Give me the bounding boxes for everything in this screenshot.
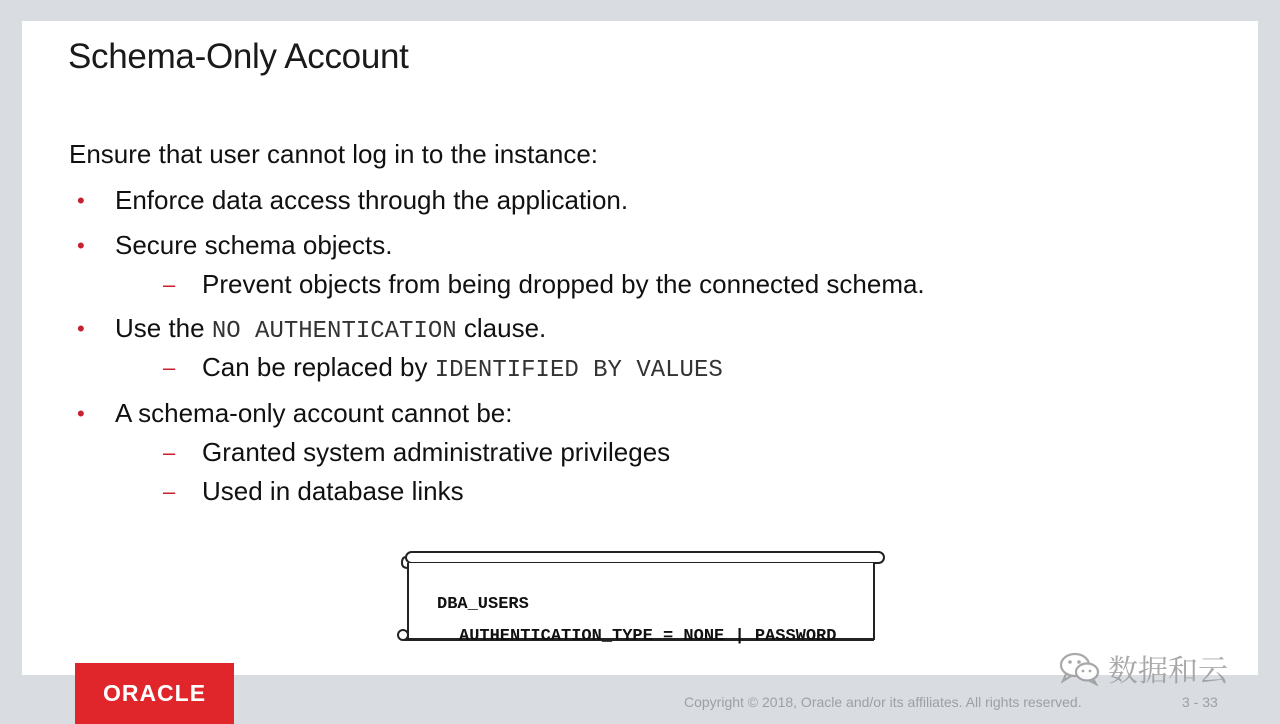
copyright-text: Copyright © 2018, Oracle and/or its affiliates. All rights reserved. — [684, 694, 1082, 710]
watermark — [1058, 646, 1228, 690]
bullet-item — [115, 313, 546, 345]
page-number: 3 - 33 — [1182, 694, 1218, 710]
sub-bullet-item: Prevent objects from being dropped by the connected schema. — [202, 269, 925, 299]
bullet-text: clause. — [456, 313, 547, 343]
bullet-marker: • — [77, 401, 85, 426]
code-line-column: AUTHENTICATION_TYPE = NONE | PASSWORD — [459, 627, 837, 646]
bullet-marker: • — [77, 233, 85, 258]
bullet-item: Secure schema objects. — [115, 230, 393, 260]
oracle-logo-text: ORACLE — [102, 680, 207, 706]
wechat-icon — [1058, 650, 1102, 686]
slide — [22, 21, 1258, 675]
intro-text: Ensure that user cannot log in to the instance: — [69, 139, 599, 169]
bullet-item: Enforce data access through the application. — [115, 185, 629, 215]
dash-marker: – — [163, 479, 176, 504]
bullet-text: Use the — [115, 313, 212, 343]
code-scroll-box — [394, 549, 888, 645]
sub-bullet-item — [202, 352, 723, 384]
sub-bullet-item: Granted system administrative privileges — [202, 437, 671, 467]
dash-marker: – — [163, 355, 176, 380]
bullet-marker: • — [77, 316, 85, 341]
sub-bullet-text: Can be replaced by — [202, 352, 435, 382]
bullet-item: A schema-only account cannot be: — [115, 398, 513, 428]
sub-bullet-item: Used in database links — [202, 476, 464, 506]
dash-marker: – — [163, 272, 176, 297]
slide-title: Schema-Only Account — [68, 37, 409, 76]
code-keyword: IDENTIFIED BY VALUES — [434, 357, 723, 384]
bullet-marker: • — [77, 188, 85, 213]
code-keyword: NO AUTHENTICATION — [211, 318, 457, 345]
watermark-text: 数据和云 — [1108, 655, 1228, 688]
dash-marker: – — [163, 440, 176, 465]
code-line-table: DBA_USERS — [437, 595, 529, 614]
oracle-logo — [75, 663, 234, 724]
